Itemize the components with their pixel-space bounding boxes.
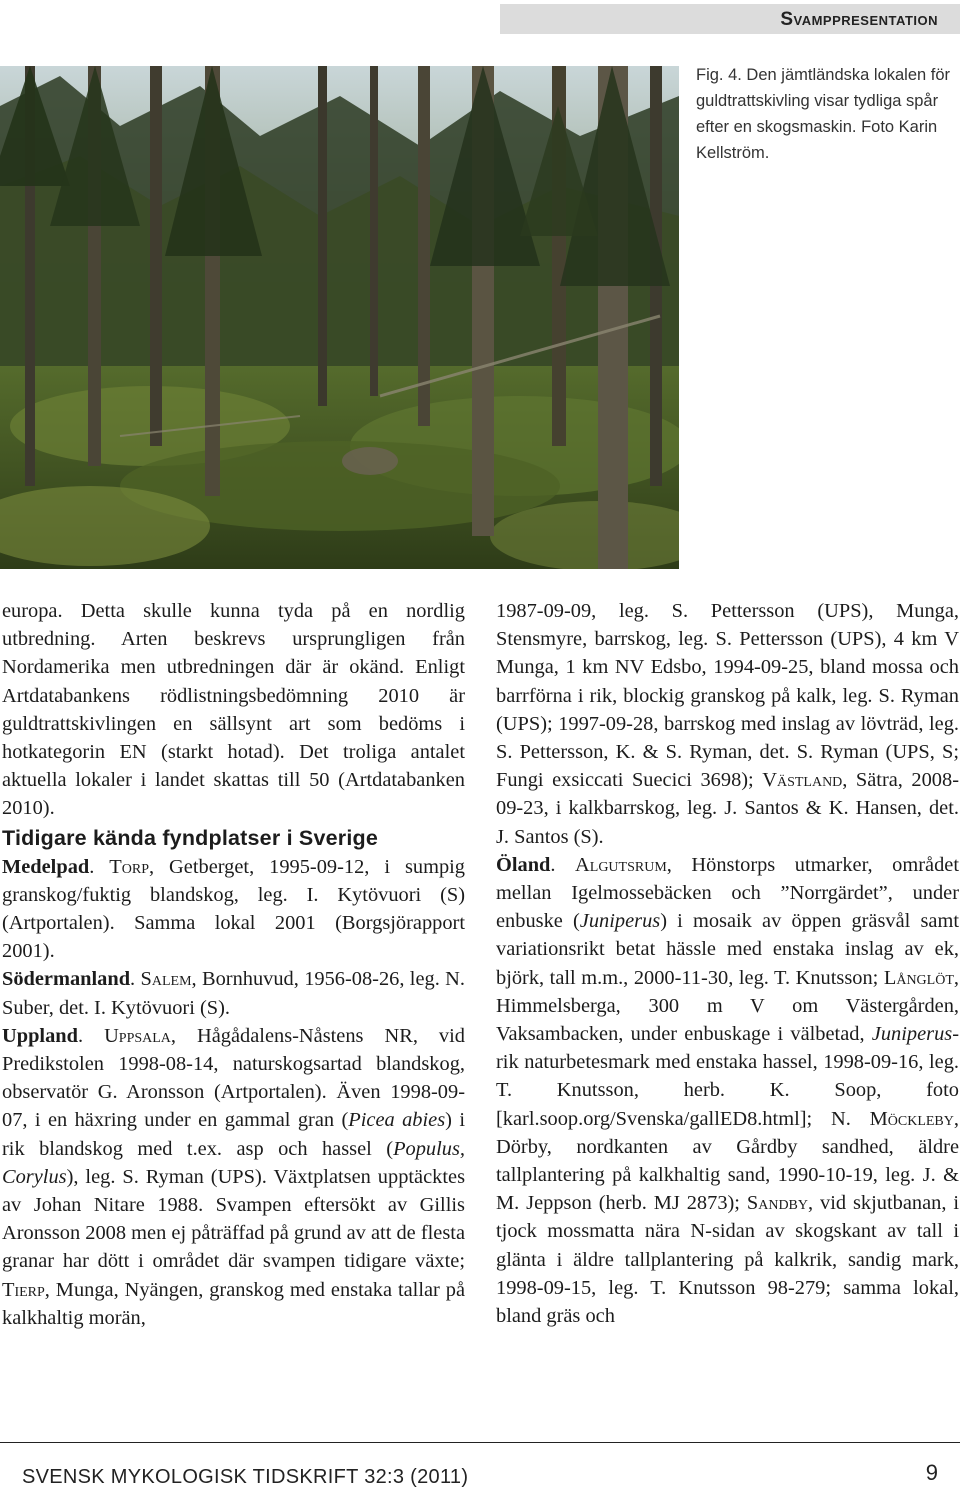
place-name: Algutsrum xyxy=(575,853,667,876)
forest-photo-illustration xyxy=(0,66,679,569)
page-number: 9 xyxy=(925,1460,938,1485)
place-name: Tierp xyxy=(2,1278,45,1301)
forest-photo xyxy=(0,66,679,569)
species-name: Picea abies xyxy=(348,1109,446,1132)
record-uppland: Uppland. Uppsala, Hågådalens-Nåstens NR, vid Predikstolen 1998-08-14, naturskogsartad blandskog, observatör G. Aronsson (Artportalen). Även 1998-09-07, i en häxring under en gammal gran (Picea abies) i rik blandskog med t.ex. asp och hassel (Populus, Corylus), leg. S. Ryman (UPS). Växtplatsen upptäcktes av Johan Nitare 1988. Svampen eftersökt av Gillis Aronsson 2008 men ej påträffad på grund av att de flesta granar har dött i området där svampen tidigare växte; Tierp, Munga, Nyängen, granskog med enstaka tallar på kalkhaltig morän, xyxy=(2,1024,465,1329)
record-text: , Himmelsberga, 300 m V om Västergården, Vaksambacken, under enbuskage i välbetad, xyxy=(496,966,959,1046)
province-label: Södermanland xyxy=(2,968,131,991)
record-text: , Hönstorps utmarker, området mellan Igelmossebäcken och ”Norrgärdet”, under enbuske ( xyxy=(496,853,959,933)
place-name: Torp xyxy=(109,855,149,878)
section-heading: Tidigare kända fyndplatser i Sverige xyxy=(2,825,379,850)
left-column xyxy=(2,597,465,1332)
place-name: Uppsala xyxy=(104,1024,171,1047)
place-name: Möckleby xyxy=(869,1107,954,1130)
intro-paragraph: europa. Detta skulle kunna tyda på en nordlig utbredning. Arten beskrevs ursprungligen från Nordamerika men utbredningen där är okänd. Enligt Artdatabankens rödlistningsbedömning 2010 är guldtrattskivlingen en sällsynt art som bedöms i hotkategorin EN (starkt hotad). Det troliga antalet aktuella lokaler i landet skattas till 50 (Artdatabanken 2010). xyxy=(2,600,465,820)
place-name: Salem xyxy=(140,968,192,991)
header-band xyxy=(500,4,960,34)
record-text: 1987-09-09, leg. S. Pettersson (UPS), Munga, Stensmyre, barrskog, leg. S. Pettersson (UPS), 4 km V Munga, 1 km NV Edsbo, 1994-09-25, bland mossa och barrförna i rik, blockig granskog på kalk, leg. S. Ryman (UPS); 1997-09-28, barrskog med inslag av lövträd, leg. S. Pettersson, K. & S. Ryman, det. S. Ryman (UPS, S; Fungi exsiccati Suecici 3698); xyxy=(496,600,959,792)
place-name: Långlöt xyxy=(883,966,954,989)
record-sodermanland: Södermanland. Salem, Bornhuvud, 1956-08-26, leg. N. Suber, det. I. Kytövuori (S). xyxy=(2,968,465,1019)
record-oland: Öland. Algutsrum, Hönstorps utmarker, området mellan Igelmossebäcken och ”Norrgärdet”, under enbuske (Juniperus) i mosaik av öppen gräsvål samt variationsrikt betat hässle med enstaka inslag av ek, björk, tall m.m., 2000-11-30, leg. T. Knutsson; Långlöt, Himmelsberga, 300 m V om Västergården, Vaksambacken, under enbuskage i välbetad, Juniperus-rik naturbetesmark med enstaka hassel, 1998-09-16, leg. T. Knutsson, herb. K. Soop, foto [karl.soop.org/Svenska/gallED8.html]; N. Möckleby, Dörby, nordkanten av Gårdby sandhed, äldre tallplantering på kalkhaltig sand, 1990-10-19, leg. J. & M. Jeppson (herb. MJ 2873); Sandby, vid skjutbanan, i tjock mossmatta nära N-sidan av skogskant av tall i glänta i äldre tallplantering på kalkrik, sandig mark, 1998-09-15, leg. T. Knutsson 98-279; samma lokal, bland gräs och xyxy=(496,853,959,1328)
record-text: -rik naturbetesmark med enstaka hassel, 1998-09-16, leg. T. Knutsson, herb. K. Soop, foto [karl.soop.org/Svenska/gallED8.html]; N. xyxy=(496,1023,959,1130)
record-text: , Munga, Nyängen, granskog med enstaka tallar på kalkhaltig morän, xyxy=(2,1278,465,1329)
record-text: , Hågådalens-Nåstens NR, vid Predikstolen 1998-08-14, naturskogsartad blandskog, observatör G. Aronsson (Artportalen). Även 1998-09-07, i en häxring under en gammal gran ( xyxy=(2,1024,465,1132)
record-medelpad: Medelpad. Torp, Getberget, 1995-09-12, i sumpig granskog/fuktig blandskog, leg. I. Kytövuori (S) (Artportalen). Samma lokal 2001 (Borgsjörapport 2001). xyxy=(2,855,465,963)
province-label: Medelpad xyxy=(2,855,90,878)
province-label: Öland xyxy=(496,853,551,876)
record-text: ) i rik blandskog med t.ex. asp och hassel ( xyxy=(2,1109,465,1160)
record-text: , Bornhuvud, 1956-08-26, leg. N. Suber, det. I. Kytövuori (S). xyxy=(2,968,465,1019)
species-name: Populus, Corylus xyxy=(2,1137,465,1188)
record-text: , vid skjutbanan, i tjock mossmatta nära N-sidan av skogskant av tall i glänta i äldre tallplantering på kalkrik, sandig mark, 1998-09-15, leg. T. Knutsson 98-279; samma lokal, bland gräs och xyxy=(496,1192,959,1328)
record-text: ) i mosaik av öppen gräsvål samt variationsrikt betat hässle med enstaka inslag av ek, björk, tall m.m., 2000-11-30, leg. T. Knutsson; xyxy=(496,910,959,989)
record-text: , Dörby, nordkanten av Gårdby sandhed, äldre tallplantering på kalkhaltig sand, 1990-10-19, leg. J. & M. Jeppson (herb. MJ 2873); xyxy=(496,1107,959,1215)
place-name: Sandby xyxy=(746,1192,809,1215)
species-name: Juniperus xyxy=(579,910,661,933)
record-text: , Sätra, 2008-09-23, i kalkbarrskog, leg. J. Santos & K. Hansen, det. J. Santos (S). xyxy=(496,769,959,848)
species-name: Juniperus xyxy=(871,1023,953,1046)
footer-journal-title: SVENSK MYKOLOGISK TIDSKRIFT 32:3 (2011) xyxy=(22,1466,469,1488)
province-label: Uppland xyxy=(2,1024,78,1047)
section-label: Svamppresentation xyxy=(780,9,938,30)
footer-rule xyxy=(0,1442,960,1443)
right-column xyxy=(496,597,959,1330)
record-text: ), leg. S. Ryman (UPS). Växtplatsen upptäcktes av Johan Nitare 1988. Svampen eftersökt av Gillis Aronsson 2008 men ej påträffad på grund av att de flesta granar har dött i området där svampen tidigare växte; xyxy=(2,1165,465,1273)
figure-caption: Fig. 4. Den jämtländska lokalen för guldtrattskivling visar tydliga spår efter en skogsmaskin. Foto Karin Kellström. xyxy=(696,66,951,162)
record-uppland-continued xyxy=(496,597,959,851)
record-text: , Getberget, 1995-09-12, i sumpig granskog/fuktig blandskog, leg. I. Kytövuori (S) (Artportalen). Samma lokal 2001 (Borgsjörapport 2001). xyxy=(2,855,465,963)
place-name: Västland xyxy=(762,769,843,792)
